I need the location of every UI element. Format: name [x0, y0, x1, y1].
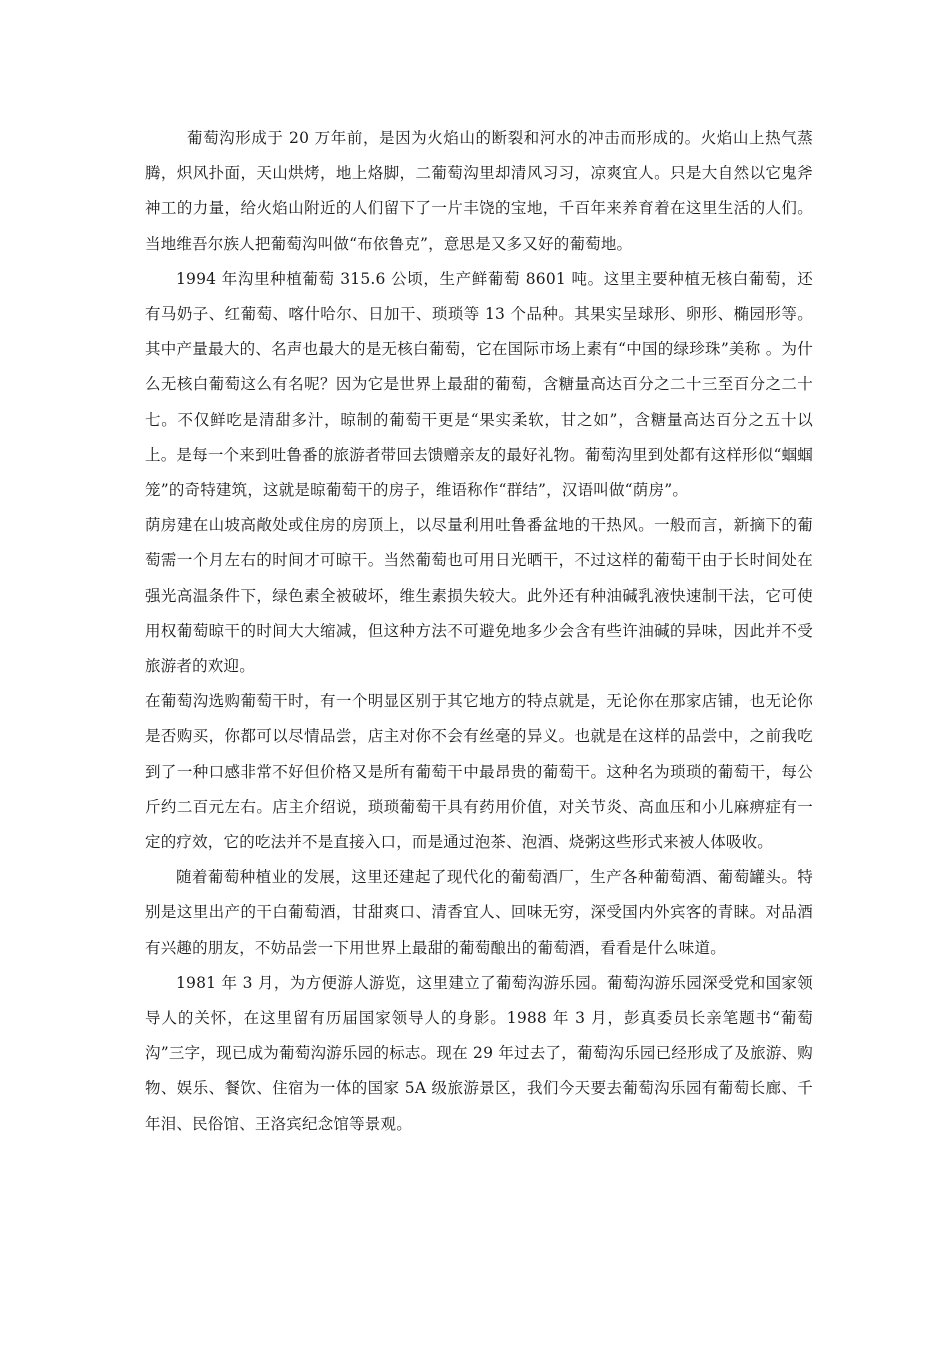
document-body [145, 121, 813, 1142]
paragraph-6: 1981 年 3 月，为方便游人游览，这里建立了葡萄沟游乐园。葡萄沟游乐园深受党和国家领导人的关怀，在这里留有历届国家领导人的身影。1988 年 3 月，彭真委员长亲笔题书“葡萄沟”三字，现已成为葡萄沟游乐园的标志。现在 29 年过去了，葡萄沟乐园已经形成了及旅游、购物、娱乐、餐饮、住宿为一体的国家 5A 级旅游景区，我们今天要去葡萄沟乐园有葡萄长廊、千年泪、民俗馆、王洛宾纪念馆等景观。 [145, 973, 813, 1133]
paragraph-1: 葡萄沟形成于 20 万年前，是因为火焰山的断裂和河水的冲击而形成的。火焰山上热气蒸腾，炽风扑面，天山烘烤，地上烙脚，二葡萄沟里却清风习习，凉爽宜人。只是大自然以它鬼斧神工的力量，给火焰山附近的人们留下了一片丰饶的宝地，千百年来养育着在这里生活的人们。当地维吾尔族人把葡萄沟叫做“布依鲁克”，意思是又多又好的葡萄地。 [145, 129, 813, 253]
paragraph-2: 1994 年沟里种植葡萄 315.6 公顷，生产鲜葡萄 8601 吨。这里主要种植无核白葡萄，还有马奶子、红葡萄、喀什哈尔、日加干、琐琐等 13 个品种。其果实呈球形、卵形、椭园形等。其中产量最大的、名声也最大的是无核白葡萄，它在国际市场上素有“中国的绿珍珠”美称 。为什么无核白葡萄这么有名呢？因为它是世界上最甜的葡萄，含糖量高达百分之二十三至百分之二十七。不仅鲜吃是清甜多汁，晾制的葡萄干更是“果实柔软，甘之如”，含糖量高达百分之五十以上。是每一个来到吐鲁番的旅游者带回去馈赠亲友的最好礼物。葡萄沟里到处都有这样形似“蝈蝈笼”的奇特建筑，这就是晾葡萄干的房子，维语称作“群结”，汉语叫做“荫房”。 [145, 269, 813, 500]
paragraph-3: 荫房建在山坡高敞处或住房的房顶上，以尽量利用吐鲁番盆地的干热风。一般而言，新摘下的葡萄需一个月左右的时间才可晾干。当然葡萄也可用日光晒干，不过这样的葡萄干由于长时间处在强光高温条件下，绿色素全被破坏，维生素损失较大。此外还有种油碱乳液快速制干法，它可使用权葡萄晾干的时间大大缩减，但这种方法不可避免地多少会含有些许油碱的异味，因此并不受旅游者的欢迎。 [145, 516, 813, 676]
paragraph-5: 随着葡萄种植业的发展，这里还建起了现代化的葡萄酒厂，生产各种葡萄酒、葡萄罐头。特别是这里出产的干白葡萄酒，甘甜爽口、清香宜人、回味无穷，深受国内外宾客的青睐。对品酒有兴趣的朋友，不妨品尝一下用世界上最甜的葡萄酿出的葡萄酒，看看是什么味道。 [145, 868, 813, 957]
paragraph-4: 在葡萄沟选购葡萄干时，有一个明显区别于其它地方的特点就是，无论你在那家店铺，也无论你是否购买，你都可以尽情品尝，店主对你不会有丝毫的异义。也就是在这样的品尝中，之前我吃到了一种口感非常不好但价格又是所有葡萄干中最昂贵的葡萄干。这种名为琐琐的葡萄干，每公斤约二百元左右。店主介绍说，琐琐葡萄干具有药用价值，对关节炎、高血压和小儿麻痹症有一定的疗效，它的吃法并不是直接入口，而是通过泡茶、泡酒、烧粥这些形式来被人体吸收。 [145, 692, 813, 852]
